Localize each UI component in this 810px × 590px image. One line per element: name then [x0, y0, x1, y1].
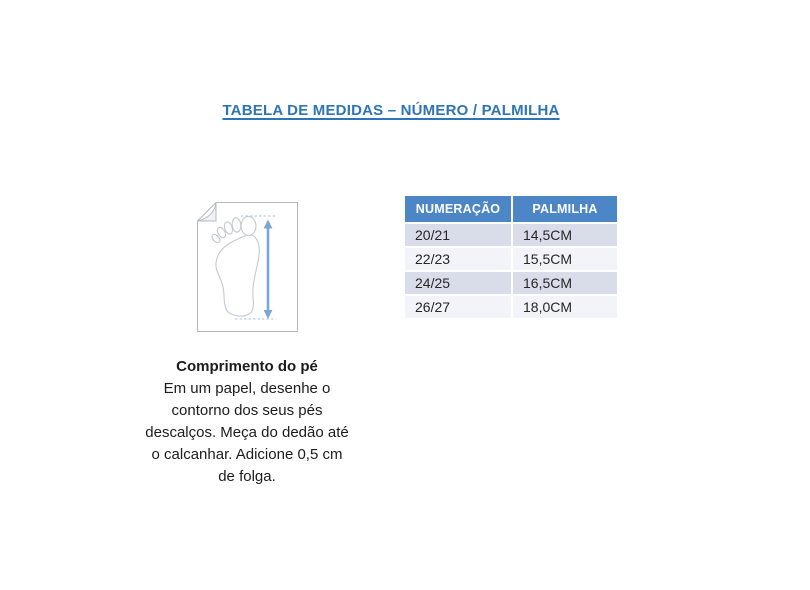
page-title	[0, 102, 782, 119]
measurement-instructions	[96, 356, 398, 488]
table-cell-insole-4: 18,0CM	[513, 296, 617, 318]
foot-measurement-diagram	[197, 202, 298, 332]
instructions-line: descalços. Meça do dedão até	[145, 424, 349, 441]
size-table-header-palmilha: PALMILHA	[513, 196, 617, 222]
table-cell-size-4: 26/27	[405, 296, 511, 318]
table-cell-size-3: 24/25	[405, 272, 511, 294]
size-table	[405, 196, 617, 318]
instructions-line: Em um papel, desenhe o	[163, 380, 331, 397]
table-cell-insole-2: 15,5CM	[513, 248, 617, 270]
table-cell-insole-1: 14,5CM	[513, 224, 617, 246]
size-table-header-numeracao: NUMERAÇÃO	[405, 196, 511, 222]
foot-measurement-icon	[197, 202, 298, 332]
page-title-text: TABELA DE MEDIDAS – NÚMERO / PALMILHA	[222, 102, 560, 119]
table-cell-size-1: 20/21	[405, 224, 511, 246]
instructions-line: o calcanhar. Adicione 0,5 cm	[151, 446, 343, 463]
instructions-line: contorno dos seus pés	[171, 402, 323, 419]
instructions-title: Comprimento do pé	[176, 358, 318, 375]
instructions-line: de folga.	[218, 468, 276, 485]
table-cell-size-2: 22/23	[405, 248, 511, 270]
table-cell-insole-3: 16,5CM	[513, 272, 617, 294]
